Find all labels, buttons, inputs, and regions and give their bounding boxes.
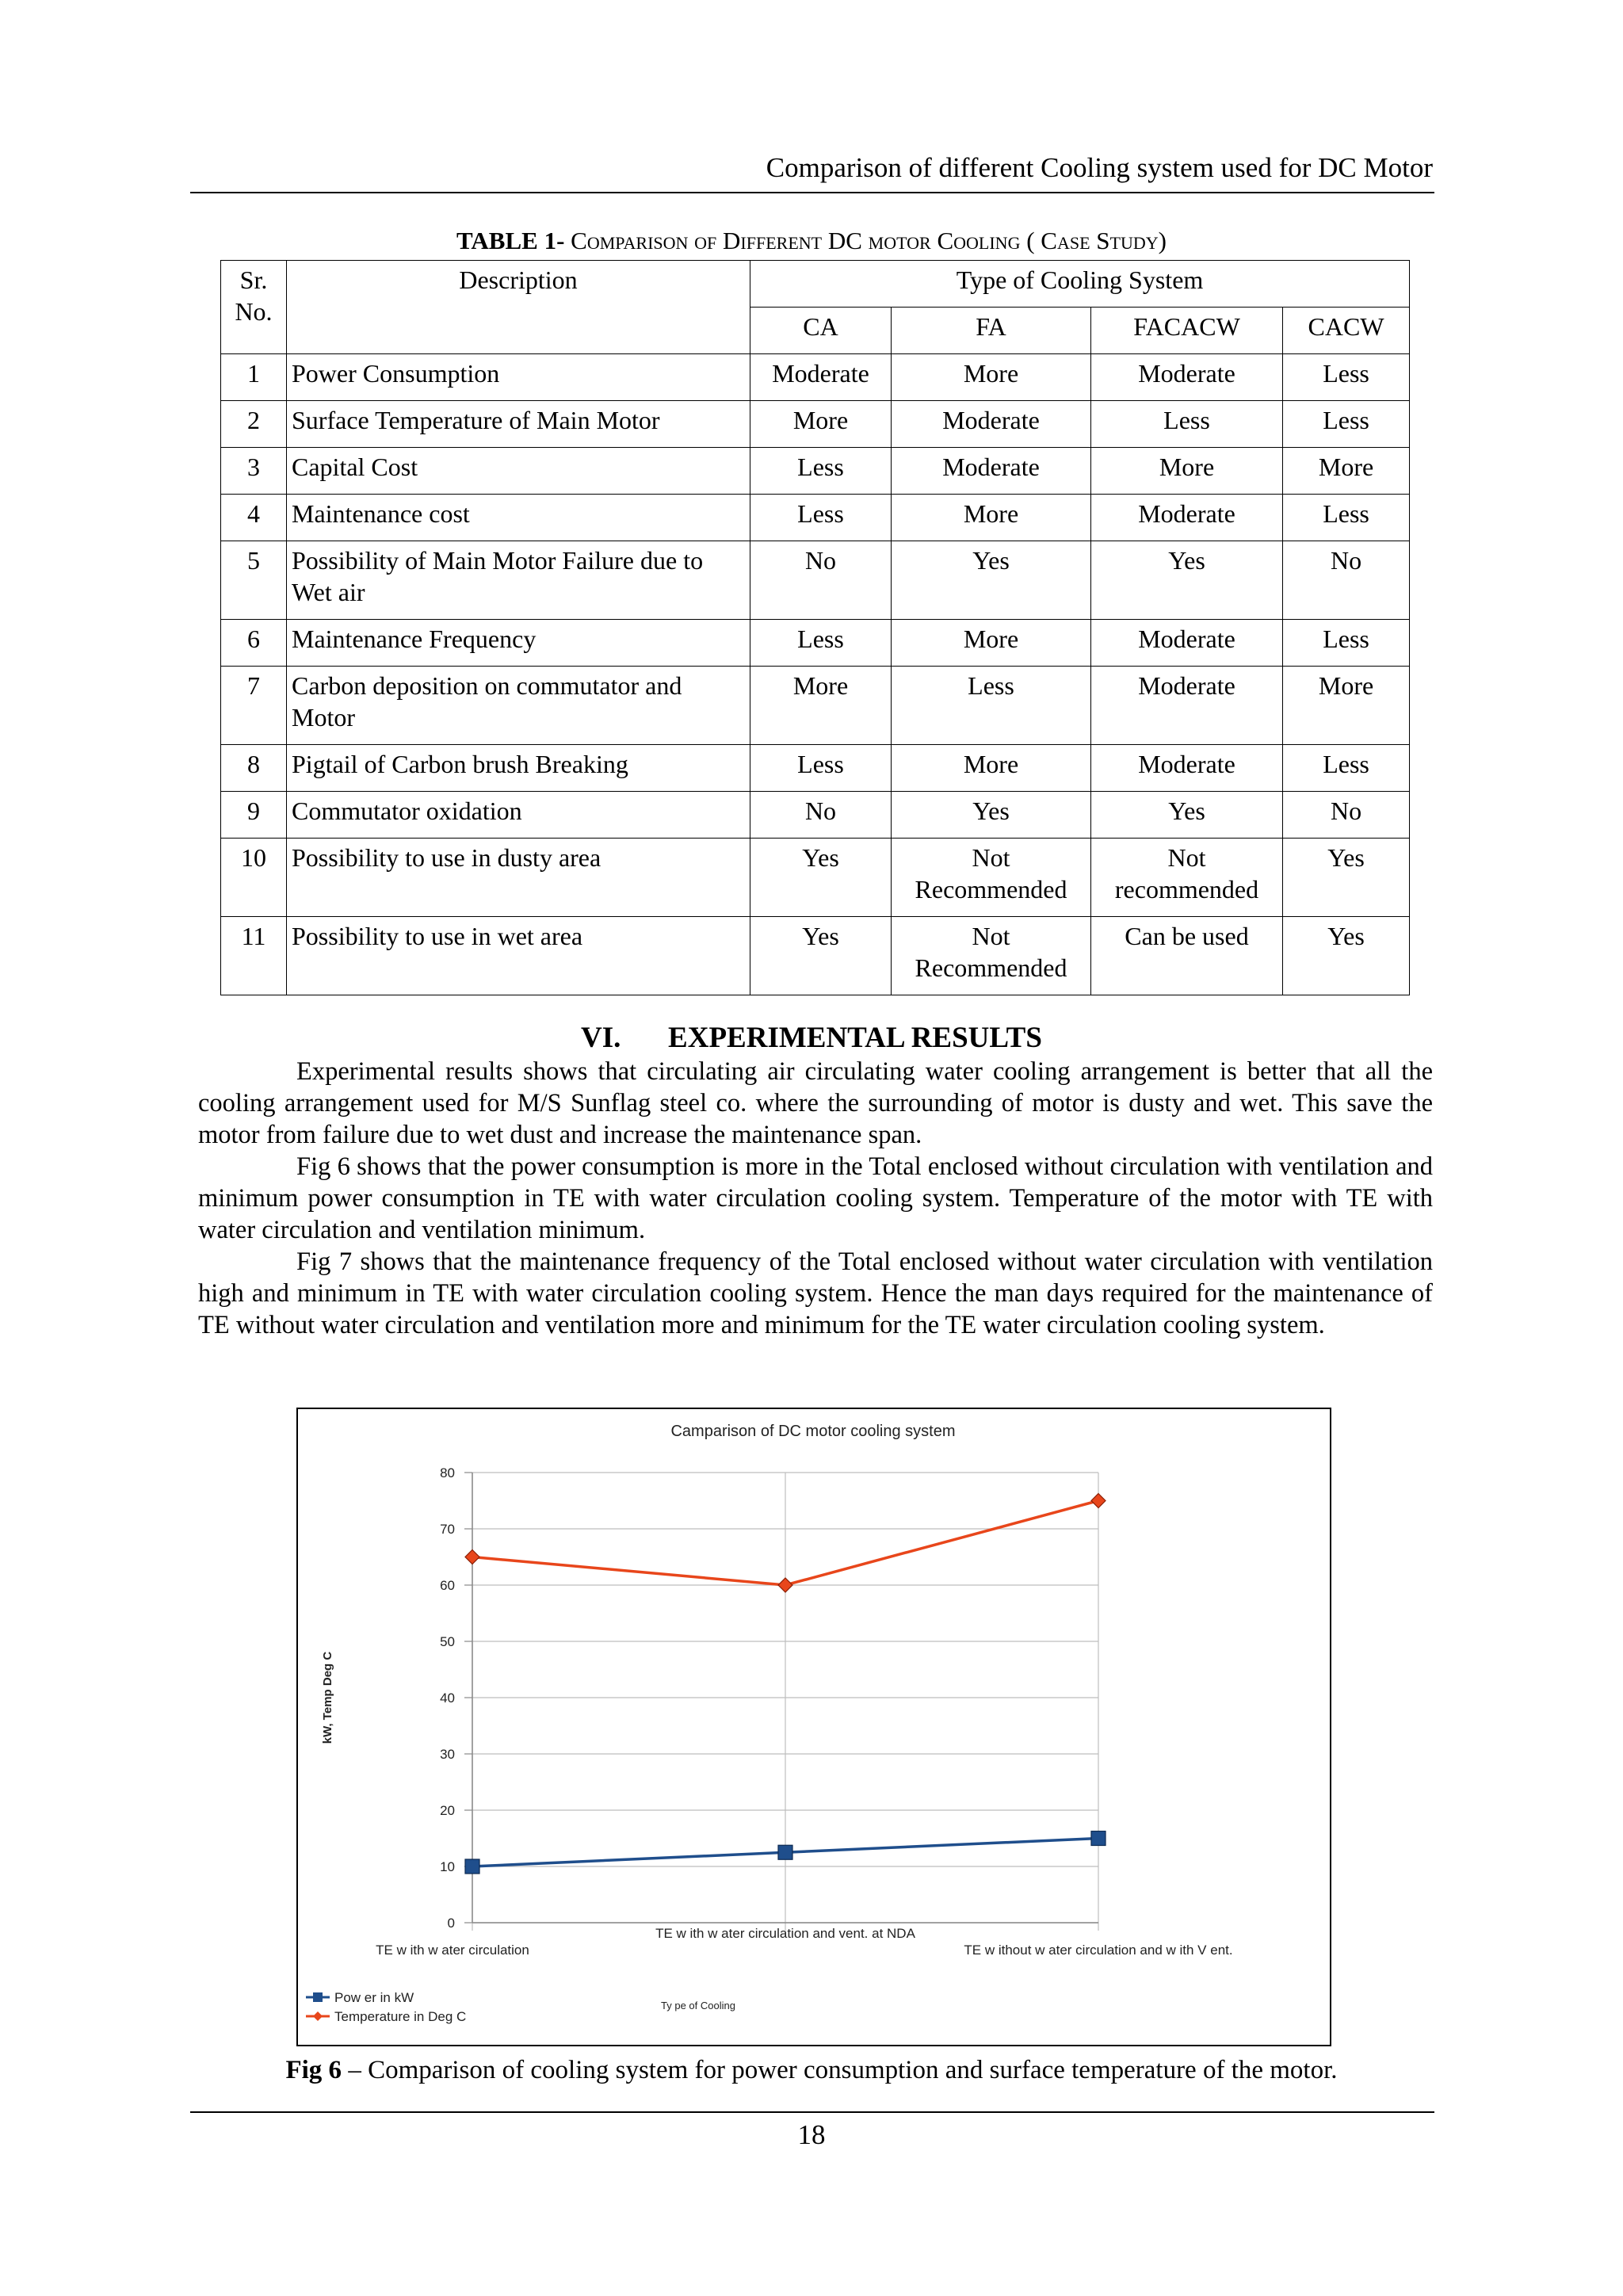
data-point	[1091, 1494, 1106, 1508]
data-point	[778, 1845, 792, 1859]
cell-facacw: Yes	[1091, 792, 1283, 839]
table-row	[221, 839, 1410, 917]
header-fa: FA	[892, 308, 1091, 354]
cell-ca: Yes	[750, 839, 892, 917]
header-cacw: CACW	[1283, 308, 1410, 354]
table-caption-text: Comparison of Different DC motor Cooling ( Case Study)	[564, 227, 1167, 254]
table-row	[221, 541, 1410, 620]
cell-fa: Yes	[892, 541, 1091, 620]
cell-fa: More	[892, 495, 1091, 541]
figure-caption-text: – Comparison of cooling system for power consumption and surface temperature of the motor.	[342, 2056, 1338, 2084]
cell-cacw: Yes	[1283, 839, 1410, 917]
cell-no: 2	[221, 401, 287, 448]
table-row	[221, 401, 1410, 448]
x-tick-label: TE w ith w ater circulation	[376, 1943, 529, 1958]
table-row	[221, 448, 1410, 495]
footer-rule	[190, 2111, 1434, 2113]
cell-facacw: Moderate	[1091, 495, 1283, 541]
cell-cacw: Yes	[1283, 917, 1410, 995]
paragraph: Experimental results shows that circulating air circulating water cooling arrangement is better that all the cooling arrangement used for M/S Sunflag steel co. where the surrounding of motor is dusty and wet. This save the motor from failure due to wet dust and increase the maintenance span.	[198, 1057, 1433, 1149]
table-row	[221, 745, 1410, 792]
cell-facacw: Can be used	[1091, 917, 1283, 995]
paragraph: Fig 7 shows that the maintenance frequency of the Total enclosed without water circulation with ventilation high and minimum in TE with water circulation cooling system. Hence the man days required for the maintenance of TE without water circulation and ventilation more and minimum for the TE water circulation cooling system.	[198, 1247, 1433, 1339]
cell-ca: Less	[750, 495, 892, 541]
cell-description: Capital Cost	[287, 448, 750, 495]
data-point	[465, 1550, 479, 1564]
cell-no: 9	[221, 792, 287, 839]
cell-no: 6	[221, 620, 287, 667]
cell-cacw: Less	[1283, 620, 1410, 667]
cell-ca: No	[750, 792, 892, 839]
cell-cacw: Less	[1283, 495, 1410, 541]
y-tick-label: 30	[440, 1747, 455, 1762]
cell-facacw: Moderate	[1091, 354, 1283, 401]
header-facacw: FACACW	[1091, 308, 1283, 354]
cell-description: Commutator oxidation	[287, 792, 750, 839]
cell-fa: Not Recommended	[892, 917, 1091, 995]
cell-description: Possibility of Main Motor Failure due to Wet air	[287, 541, 750, 620]
y-tick-label: 70	[440, 1522, 455, 1537]
header-sr-no: Sr. No.	[221, 261, 287, 354]
cell-facacw: Moderate	[1091, 620, 1283, 667]
x-axis-label: Ty pe of Cooling	[661, 2000, 735, 2011]
cell-fa: Moderate	[892, 401, 1091, 448]
legend-marker	[313, 2011, 323, 2021]
y-tick-label: 10	[440, 1859, 455, 1874]
cell-no: 11	[221, 917, 287, 995]
table-row	[221, 917, 1410, 995]
cell-facacw: Moderate	[1091, 667, 1283, 745]
cell-no: 10	[221, 839, 287, 917]
chart-title: Camparison of DC motor cooling system	[670, 1423, 956, 1440]
cell-description: Power Consumption	[287, 354, 750, 401]
cell-cacw: More	[1283, 667, 1410, 745]
cell-ca: No	[750, 541, 892, 620]
cell-facacw: More	[1091, 448, 1283, 495]
header-rule	[190, 192, 1434, 193]
figure-label: Fig 6	[285, 2056, 342, 2084]
section-title: EXPERIMENTAL RESULTS	[668, 1022, 1042, 1054]
cell-ca: Yes	[750, 917, 892, 995]
cell-facacw: Less	[1091, 401, 1283, 448]
section-heading	[190, 1021, 1433, 1055]
cell-ca: Less	[750, 448, 892, 495]
cell-description: Possibility to use in dusty area	[287, 839, 750, 917]
cooling-comparison-table	[220, 260, 1410, 995]
running-header: Comparison of different Cooling system used for DC Motor	[766, 152, 1433, 183]
table-row	[221, 620, 1410, 667]
legend-label: Pow er in kW	[334, 1990, 414, 2005]
cell-no: 8	[221, 745, 287, 792]
cell-description: Carbon deposition on commutator and Motor	[287, 667, 750, 745]
cell-no: 1	[221, 354, 287, 401]
page-number: 18	[797, 2119, 826, 2150]
cell-cacw: Less	[1283, 401, 1410, 448]
table-row	[221, 495, 1410, 541]
legend-marker	[313, 1992, 323, 2002]
figure-caption	[190, 2056, 1433, 2085]
cell-cacw: Less	[1283, 354, 1410, 401]
y-tick-label: 60	[440, 1578, 455, 1593]
cell-ca: Less	[750, 620, 892, 667]
data-point	[778, 1578, 792, 1592]
table-caption	[190, 227, 1433, 255]
cell-fa: Yes	[892, 792, 1091, 839]
y-tick-label: 40	[440, 1690, 455, 1706]
cell-fa: Moderate	[892, 448, 1091, 495]
y-tick-label: 0	[447, 1916, 455, 1931]
y-tick-label: 20	[440, 1803, 455, 1818]
table-row	[221, 354, 1410, 401]
figure-6-chart	[296, 1408, 1331, 2046]
cell-ca: Less	[750, 745, 892, 792]
line-chart	[298, 1409, 1328, 2043]
y-tick-label: 80	[440, 1465, 455, 1480]
data-point	[1091, 1832, 1106, 1846]
cell-no: 7	[221, 667, 287, 745]
cell-cacw: No	[1283, 541, 1410, 620]
table-caption-label: TABLE 1-	[456, 227, 565, 254]
x-tick-label: TE w ithout w ater circulation and w ith V ent.	[964, 1943, 1233, 1958]
cell-fa: More	[892, 354, 1091, 401]
cell-description: Maintenance Frequency	[287, 620, 750, 667]
cell-fa: Not Recommended	[892, 839, 1091, 917]
cell-facacw: Not recommended	[1091, 839, 1283, 917]
paragraph: Fig 6 shows that the power consumption is more in the Total enclosed without circulation with ventilation and minimum power consumption in TE with water circulation cooling system. Temperature of the motor with TE with water circulation and ventilation minimum.	[198, 1152, 1433, 1244]
cell-no: 3	[221, 448, 287, 495]
cell-fa: More	[892, 745, 1091, 792]
table-row	[221, 792, 1410, 839]
data-point	[465, 1859, 479, 1874]
section-number: VI.	[581, 1022, 621, 1054]
cell-no: 5	[221, 541, 287, 620]
header-ca: CA	[750, 308, 892, 354]
y-tick-label: 50	[440, 1634, 455, 1649]
x-tick-label: TE w ith w ater circulation and vent. at NDA	[655, 1926, 915, 1941]
cell-description: Surface Temperature of Main Motor	[287, 401, 750, 448]
cell-cacw: Less	[1283, 745, 1410, 792]
cell-ca: Moderate	[750, 354, 892, 401]
cell-description: Maintenance cost	[287, 495, 750, 541]
cell-fa: Less	[892, 667, 1091, 745]
cell-cacw: More	[1283, 448, 1410, 495]
header-description: Description	[287, 261, 750, 354]
cell-no: 4	[221, 495, 287, 541]
cell-facacw: Moderate	[1091, 745, 1283, 792]
cell-description: Possibility to use in wet area	[287, 917, 750, 995]
cell-description: Pigtail of Carbon brush Breaking	[287, 745, 750, 792]
cell-facacw: Yes	[1091, 541, 1283, 620]
cell-ca: More	[750, 401, 892, 448]
cell-cacw: No	[1283, 792, 1410, 839]
legend-label: Temperature in Deg C	[334, 2009, 467, 2024]
cell-ca: More	[750, 667, 892, 745]
table-row	[221, 667, 1410, 745]
header-type-of-cooling: Type of Cooling System	[750, 261, 1410, 308]
y-axis-label: kW, Temp Deg C	[321, 1651, 334, 1744]
cell-fa: More	[892, 620, 1091, 667]
